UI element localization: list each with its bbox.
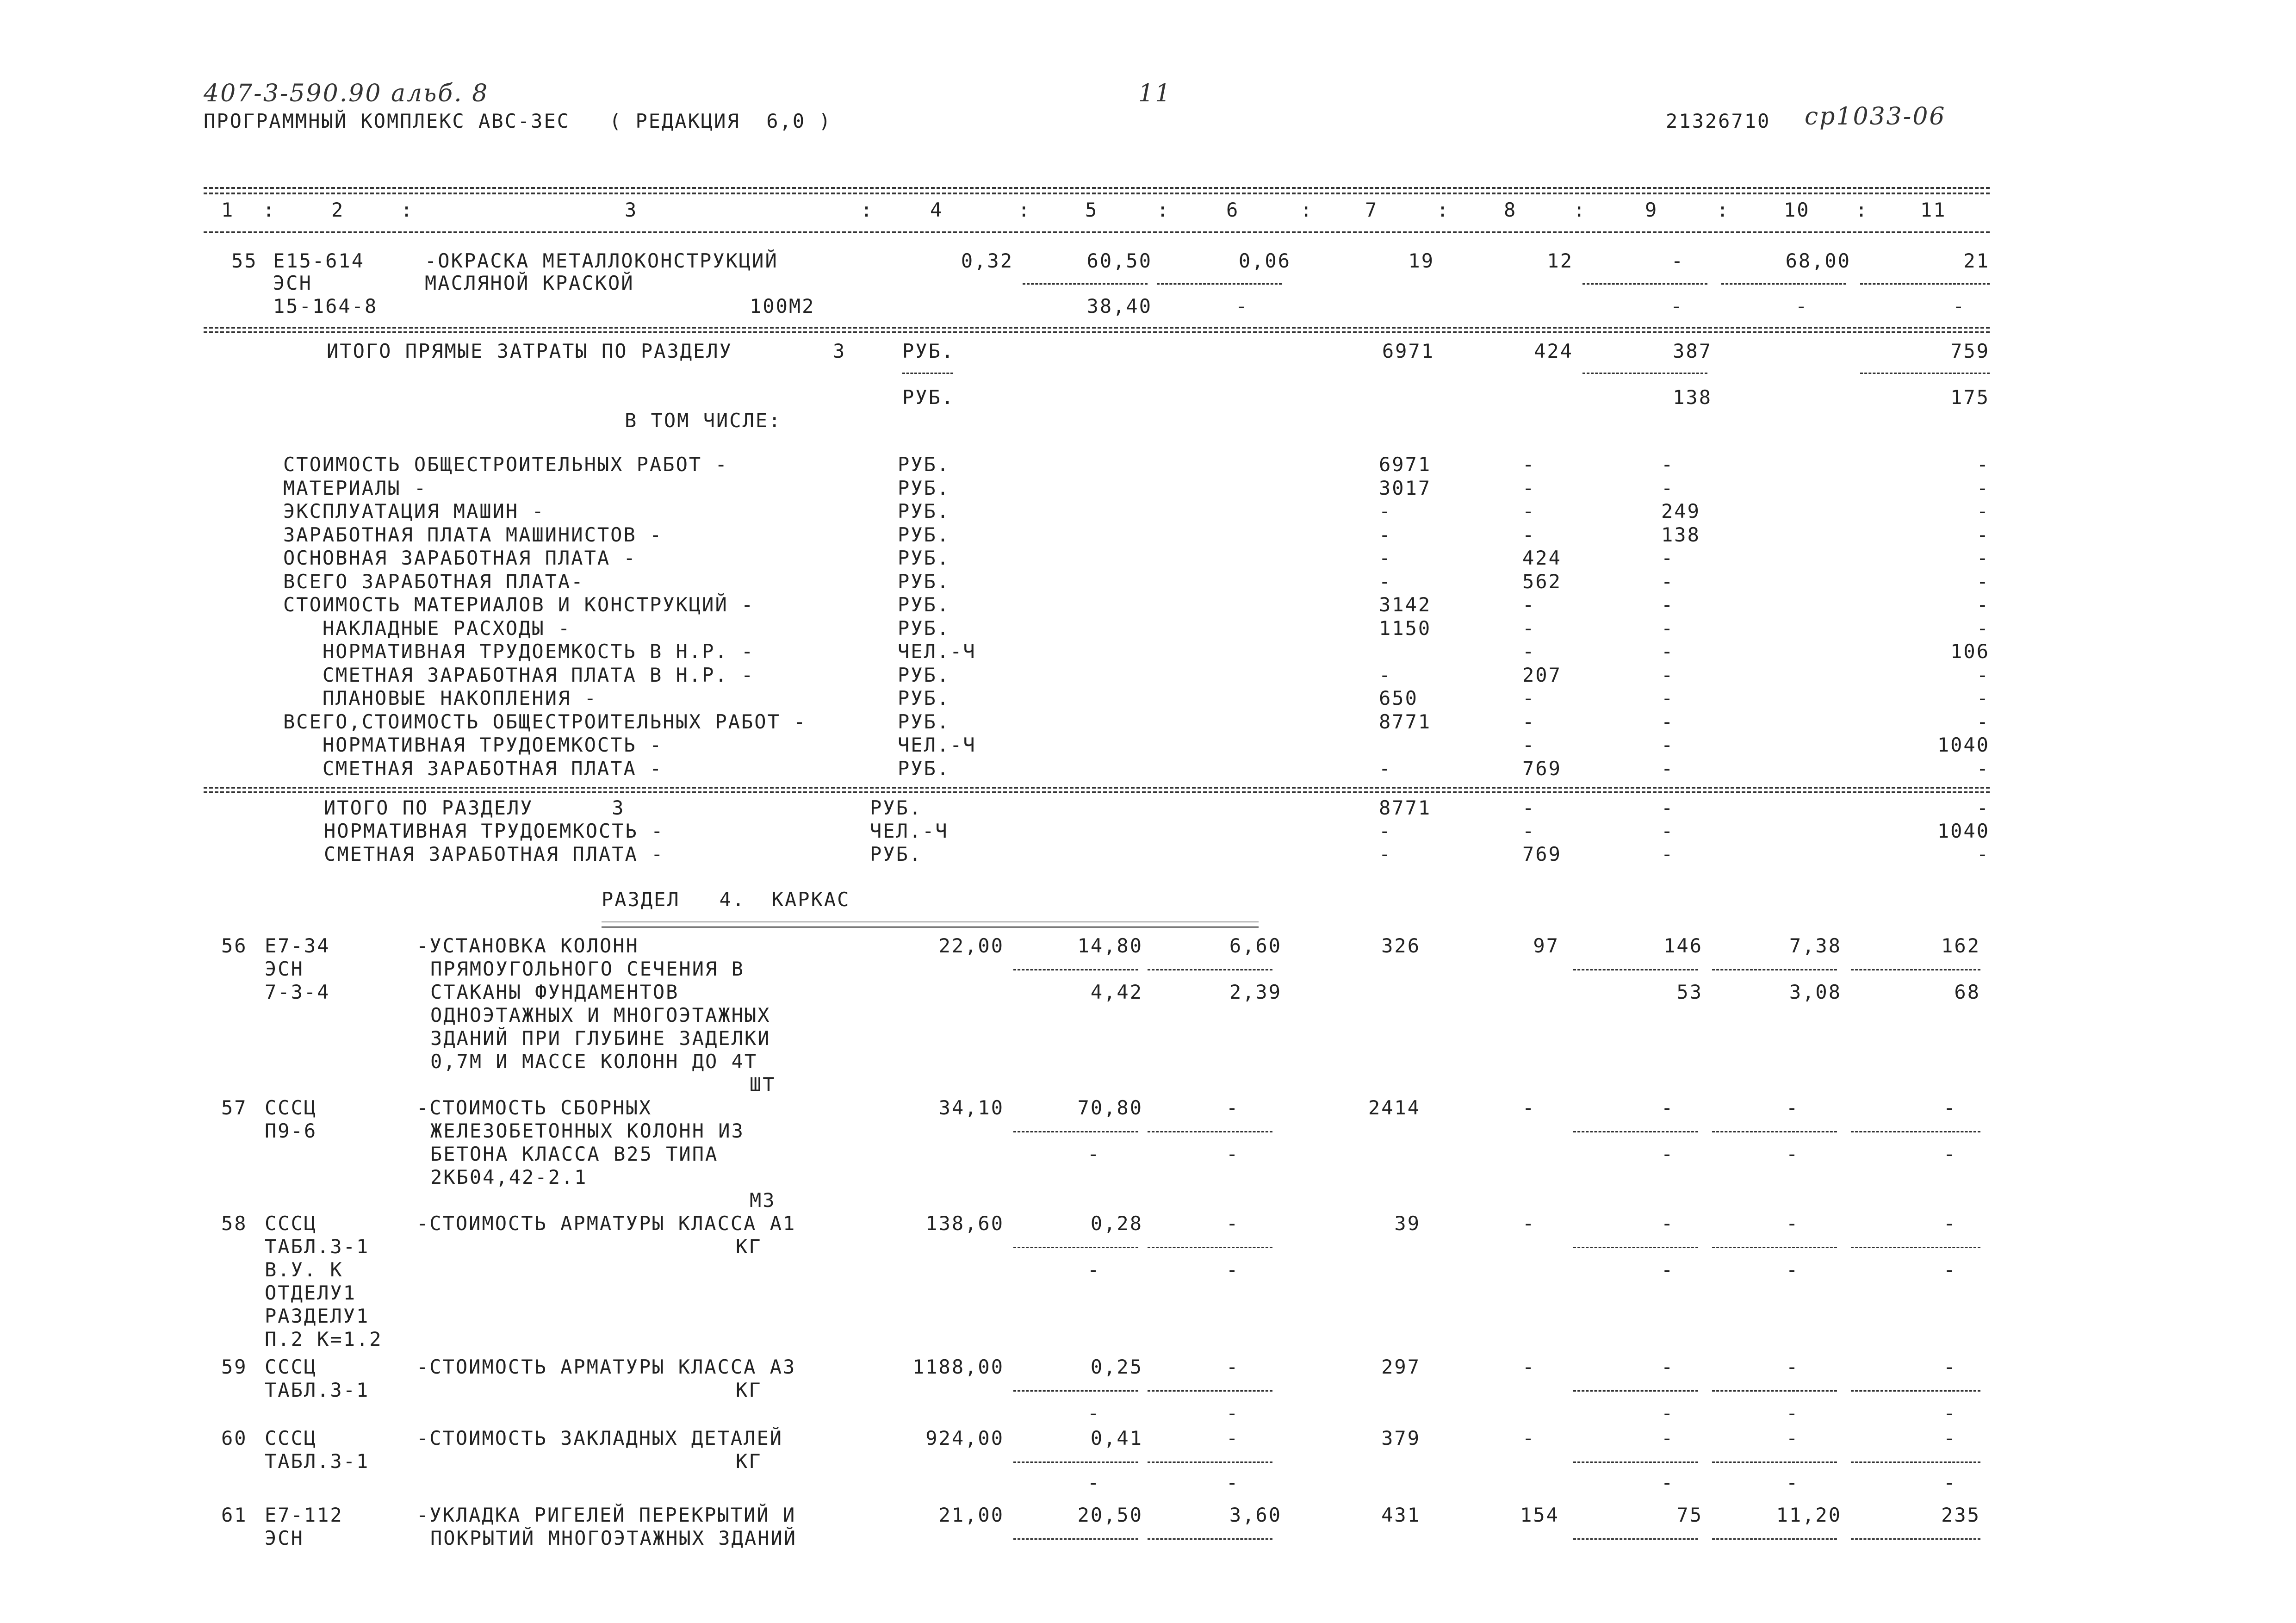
- line-c11: -: [1976, 547, 1990, 569]
- cell-9-wage: -: [1661, 1402, 1675, 1424]
- cell-5-wage: 4,42: [1090, 981, 1143, 1003]
- row-rule-2: [204, 331, 1990, 333]
- cell-10-wage: 3,08: [1789, 981, 1842, 1003]
- cell-9: 146: [1663, 934, 1703, 957]
- col-8: 8: [1504, 199, 1517, 221]
- program-line: ПРОГРАММНЫЙ КОМПЛЕКС АВС-3ЕС ( РЕДАКЦИЯ 6,0 ): [204, 110, 832, 132]
- line-c7: -: [1379, 570, 1392, 593]
- cell-10-wage: -: [1795, 295, 1809, 317]
- cell-10: -: [1786, 1096, 1800, 1119]
- line-c8: -: [1522, 500, 1536, 522]
- table-top-rule-2: [204, 193, 1990, 194]
- cell-10-wage: -: [1786, 1258, 1800, 1281]
- cell-5-wage: -: [1087, 1258, 1101, 1281]
- total-c11-wage: 175: [1950, 386, 1990, 409]
- cell-5: 60,50: [1086, 249, 1152, 272]
- cell-9-wage: -: [1661, 1143, 1675, 1165]
- cell-9: 75: [1676, 1504, 1703, 1526]
- line-c8: -: [1522, 523, 1536, 546]
- line-unit: ЧЕЛ.-Ч: [870, 820, 949, 842]
- line-c11: -: [1976, 523, 1990, 546]
- cell-8: 12: [1547, 249, 1573, 272]
- cell-10-wage: -: [1786, 1143, 1800, 1165]
- cell-6: -: [1226, 1356, 1240, 1378]
- total-unit: РУБ.: [902, 340, 955, 362]
- line-label: ИТОГО ПО РАЗДЕЛУ 3: [324, 796, 625, 819]
- line-c8: -: [1522, 734, 1536, 756]
- code-line: Е7-112: [265, 1504, 343, 1526]
- cell-5-wage: -: [1087, 1402, 1101, 1424]
- line-c8: -: [1522, 593, 1536, 616]
- cell-6-wage: -: [1226, 1471, 1240, 1494]
- code-line: Е7-34: [265, 934, 330, 957]
- line-c11: -: [1976, 476, 1990, 499]
- line-c11: 106: [1950, 640, 1990, 663]
- col-6: 6: [1226, 199, 1240, 221]
- col-3: 3: [625, 199, 638, 221]
- line-label: ОСНОВНАЯ ЗАРАБОТНАЯ ПЛАТА -: [283, 547, 637, 569]
- cell-9: -: [1671, 249, 1684, 272]
- unit: КГ: [736, 1450, 762, 1473]
- total-c7: 6971: [1382, 340, 1434, 362]
- stamp: ср1033-06: [1805, 103, 1946, 131]
- cell-8: 97: [1533, 934, 1559, 957]
- col-7: 7: [1365, 199, 1378, 221]
- line-c8: 769: [1522, 757, 1562, 780]
- line-c7: 6971: [1379, 453, 1432, 476]
- code-line: П.2 К=1.2: [265, 1328, 383, 1350]
- line-label: ПЛАНОВЫЕ НАКОПЛЕНИЯ -: [283, 687, 597, 709]
- cell-4: 138,60: [925, 1212, 1004, 1235]
- line-c7: -: [1379, 843, 1392, 865]
- line-c11: -: [1976, 687, 1990, 709]
- description-line: ЗДАНИЙ ПРИ ГЛУБИНЕ ЗАДЕЛКИ: [430, 1027, 771, 1050]
- cell-11-wage: -: [1943, 1258, 1957, 1281]
- code-line: ТАБЛ.3-1: [265, 1450, 370, 1473]
- line-label: СМЕТНАЯ ЗАРАБОТНАЯ ПЛАТА -: [283, 757, 663, 780]
- line-c9: -: [1661, 734, 1675, 756]
- line-c11: -: [1976, 616, 1990, 640]
- line-c7: 3142: [1379, 593, 1432, 616]
- line-c8: -: [1522, 820, 1536, 842]
- line-c9: -: [1661, 663, 1675, 686]
- line-c9: -: [1661, 547, 1675, 569]
- line-c7: -: [1379, 663, 1392, 686]
- total-c8: 424: [1534, 340, 1573, 362]
- cell-5: 14,80: [1077, 934, 1143, 957]
- line-c8: -: [1522, 710, 1536, 733]
- line-c11: -: [1976, 500, 1990, 522]
- line-label: ЭКСПЛУАТАЦИЯ МАШИН -: [283, 500, 545, 522]
- line-c7: -: [1379, 820, 1392, 842]
- line-c11: -: [1976, 796, 1990, 819]
- cell-10: -: [1786, 1427, 1800, 1449]
- line-c11: 1040: [1937, 820, 1990, 842]
- unit: КГ: [736, 1235, 762, 1258]
- cell-11: -: [1943, 1096, 1957, 1119]
- cell-6: -: [1226, 1427, 1240, 1449]
- cell-7: 326: [1381, 934, 1421, 957]
- col-5: 5: [1085, 199, 1098, 221]
- code-line: СССЦ: [265, 1427, 317, 1449]
- line-unit: РУБ.: [870, 796, 923, 819]
- unit: КГ: [736, 1379, 762, 1401]
- line-c8: -: [1522, 687, 1536, 709]
- col-2: 2: [331, 199, 345, 221]
- line-label: ВСЕГО ЗАРАБОТНАЯ ПЛАТА-: [283, 570, 584, 593]
- line-c11: -: [1976, 757, 1990, 780]
- line-unit: РУБ.: [898, 500, 950, 522]
- code-line: СССЦ: [265, 1096, 317, 1119]
- unit: 100М2: [750, 295, 815, 317]
- cell-10: 68,00: [1785, 249, 1851, 272]
- cell-4: 924,00: [925, 1427, 1004, 1449]
- cell-11-wage: -: [1943, 1143, 1957, 1165]
- line-c7: 8771: [1379, 710, 1432, 733]
- cell-4: 21,00: [938, 1504, 1004, 1526]
- cell-6-wage: -: [1226, 1143, 1240, 1165]
- row-number: 58: [221, 1212, 248, 1235]
- line-unit: РУБ.: [898, 616, 950, 640]
- line-label: СМЕТНАЯ ЗАРАБОТНАЯ ПЛАТА -: [324, 843, 664, 865]
- line-c9: -: [1661, 820, 1675, 842]
- line-unit: РУБ.: [898, 453, 950, 476]
- line-c9: -: [1661, 757, 1675, 780]
- cell-9-wage: -: [1661, 1258, 1675, 1281]
- description-line: -СТОИМОСТЬ АРМАТУРЫ КЛАССА А1: [416, 1212, 796, 1235]
- line-c7: -: [1379, 757, 1392, 780]
- line-label: СМЕТНАЯ ЗАРАБОТНАЯ ПЛАТА В Н.Р. -: [283, 663, 755, 686]
- description-line: -СТОИМОСТЬ АРМАТУРЫ КЛАССА А3: [416, 1356, 796, 1378]
- cell-8: -: [1522, 1212, 1536, 1235]
- cell-5: 0,41: [1090, 1427, 1143, 1449]
- line-c11: 1040: [1937, 734, 1990, 756]
- description-line: -ОКРАСКА МЕТАЛЛОКОНСТРУКЦИЙ: [425, 249, 778, 272]
- cell-9-wage: -: [1661, 1471, 1675, 1494]
- cell-7: 431: [1381, 1504, 1421, 1526]
- line-c8: 562: [1522, 570, 1562, 593]
- section-4-title: РАЗДЕЛ 4. КАРКАС: [602, 888, 850, 911]
- cell-11-wage: 68: [1954, 981, 1980, 1003]
- row-number: 60: [221, 1427, 248, 1449]
- code-line: ЭСН: [273, 272, 312, 294]
- line-c9: 249: [1661, 500, 1700, 522]
- line-c9: -: [1661, 593, 1675, 616]
- line-c11: -: [1976, 453, 1990, 476]
- cell-5: 0,25: [1090, 1356, 1143, 1378]
- cell-10: 11,20: [1776, 1504, 1842, 1526]
- col-4: 4: [930, 199, 943, 221]
- code-line: ТАБЛ.3-1: [265, 1379, 370, 1401]
- line-c8: 424: [1522, 547, 1562, 569]
- line-c8: -: [1522, 476, 1536, 499]
- cell-9: -: [1661, 1096, 1675, 1119]
- code-line: ОТДЕЛУ1: [265, 1281, 357, 1304]
- line-c7: 3017: [1379, 476, 1432, 499]
- total-section: 3: [833, 340, 846, 362]
- cell-8: -: [1522, 1427, 1536, 1449]
- row-number: 57: [221, 1096, 248, 1119]
- description-line: МАСЛЯНОЙ КРАСКОЙ: [425, 272, 634, 294]
- cell-7: 2414: [1368, 1096, 1421, 1119]
- code-line: ТАБЛ.3-1: [265, 1235, 370, 1258]
- col-11: 11: [1920, 199, 1947, 221]
- cell-11: 21: [1963, 249, 1990, 272]
- description-line: -УКЛАДКА РИГЕЛЕЙ ПЕРЕКРЫТИЙ И: [416, 1504, 796, 1526]
- description-line: БЕТОНА КЛАССА В25 ТИПА: [430, 1143, 719, 1165]
- line-label: НОРМАТИВНАЯ ТРУДОЕМКОСТЬ -: [324, 820, 664, 842]
- description-line: ОДНОЭТАЖНЫХ И МНОГОЭТАЖНЫХ: [430, 1004, 771, 1026]
- line-unit: ЧЕЛ.-Ч: [898, 734, 976, 756]
- cell-6: 6,60: [1229, 934, 1282, 957]
- line-c7: 8771: [1379, 796, 1432, 819]
- line-unit: РУБ.: [898, 547, 950, 569]
- cell-5-wage: -: [1087, 1471, 1101, 1494]
- total-c9-wage: 138: [1673, 386, 1712, 409]
- line-label: НАКЛАДНЫЕ РАСХОДЫ -: [283, 616, 571, 640]
- line-c11: -: [1976, 710, 1990, 733]
- header-bottom-rule: [204, 231, 1990, 233]
- line-c9: -: [1661, 476, 1675, 499]
- cell-10-wage: -: [1786, 1471, 1800, 1494]
- cell-4: 22,00: [938, 934, 1004, 957]
- line-c7: 650: [1379, 687, 1418, 709]
- line-label: НОРМАТИВНАЯ ТРУДОЕМКОСТЬ В Н.Р. -: [283, 640, 755, 663]
- line-label: ВСЕГО,СТОИМОСТЬ ОБЩЕСТРОИТЕЛЬНЫХ РАБОТ -: [283, 710, 807, 733]
- description-line: -СТОИМОСТЬ СБОРНЫХ: [416, 1096, 652, 1119]
- including-heading: В ТОМ ЧИСЛЕ:: [625, 409, 782, 432]
- description-line: ПРЯМОУГОЛЬНОГО СЕЧЕНИЯ В: [430, 958, 745, 980]
- cell-6-wage: -: [1226, 1258, 1240, 1281]
- line-c9: -: [1661, 570, 1675, 593]
- line-c8: 207: [1522, 663, 1562, 686]
- cell-10-wage: -: [1786, 1402, 1800, 1424]
- description-line: -СТОИМОСТЬ ЗАКЛАДНЫХ ДЕТАЛЕЙ: [416, 1427, 783, 1449]
- page-number: 11: [1138, 80, 1172, 107]
- code-line: ЭСН: [265, 958, 304, 980]
- description-line: ПОКРЫТИЙ МНОГОЭТАЖНЫХ ЗДАНИЙ: [430, 1527, 797, 1549]
- line-unit: РУБ.: [898, 687, 950, 709]
- table-top-rule: [204, 187, 1990, 189]
- cell-10: -: [1786, 1356, 1800, 1378]
- description-line: 0,7М И МАССЕ КОЛОНН ДО 4Т: [430, 1050, 758, 1073]
- row-number: 55: [231, 249, 258, 272]
- cell-6: 0,06: [1238, 249, 1291, 272]
- description-line: -УСТАНОВКА КОЛОНН: [416, 934, 639, 957]
- cell-4: 1188,00: [912, 1356, 1004, 1378]
- cell-6: -: [1226, 1212, 1240, 1235]
- line-c8: -: [1522, 453, 1536, 476]
- code-line: 15-164-8: [273, 295, 378, 317]
- line-c11: -: [1976, 663, 1990, 686]
- line-c8: -: [1522, 796, 1536, 819]
- cell-11: -: [1943, 1356, 1957, 1378]
- description-line: ЖЕЛЕЗОБЕТОННЫХ КОЛОНН ИЗ: [430, 1119, 745, 1142]
- code-line: Е15-614: [273, 249, 365, 272]
- cell-7: 19: [1408, 249, 1434, 272]
- line-c11: -: [1976, 570, 1990, 593]
- cell-4: 34,10: [938, 1096, 1004, 1119]
- line-unit: РУБ.: [898, 710, 950, 733]
- cell-10: -: [1786, 1212, 1800, 1235]
- line-c7: 1150: [1379, 616, 1432, 640]
- code-line: СССЦ: [265, 1212, 317, 1235]
- col-1: 1: [221, 199, 235, 221]
- code-line: П9-6: [265, 1119, 317, 1142]
- cell-9-wage: -: [1670, 295, 1684, 317]
- total-c11: 759: [1950, 340, 1990, 362]
- cell-8: 154: [1520, 1504, 1559, 1526]
- cell-6-wage: -: [1226, 1402, 1240, 1424]
- line-label: НОРМАТИВНАЯ ТРУДОЕМКОСТЬ -: [283, 734, 663, 756]
- cell-11: 162: [1941, 934, 1980, 957]
- line-c9: -: [1661, 687, 1675, 709]
- line-unit: РУБ.: [898, 663, 950, 686]
- description-line: 2КБ04,42-2.1: [430, 1166, 588, 1188]
- row-number: 56: [221, 934, 248, 957]
- line-unit: РУБ.: [898, 757, 950, 780]
- col-9: 9: [1645, 199, 1658, 221]
- total-c9: 387: [1673, 340, 1712, 362]
- cell-11-wage: -: [1943, 1471, 1957, 1494]
- line-unit: ЧЕЛ.-Ч: [898, 640, 976, 663]
- row-number: 59: [221, 1356, 248, 1378]
- cell-9-wage: 53: [1676, 981, 1703, 1003]
- line-c9: 138: [1661, 523, 1700, 546]
- line-c8: -: [1522, 616, 1536, 640]
- code-line: РАЗДЕЛУ1: [265, 1305, 370, 1327]
- line-c11: -: [1976, 843, 1990, 865]
- cell-6: 3,60: [1229, 1504, 1282, 1526]
- cell-9: -: [1661, 1356, 1675, 1378]
- document-code: 407-3-590.90 альб. 8: [204, 80, 489, 107]
- cell-11-wage: -: [1943, 1402, 1957, 1424]
- line-unit: РУБ.: [870, 843, 923, 865]
- cell-9: -: [1661, 1427, 1675, 1449]
- cell-4: 0,32: [961, 249, 1013, 272]
- cell-7: 379: [1381, 1427, 1421, 1449]
- code-line: 7-3-4: [265, 981, 330, 1003]
- cell-6-wage: -: [1235, 295, 1249, 317]
- line-c7: -: [1379, 547, 1392, 569]
- cell-11-wage: -: [1953, 295, 1966, 317]
- cell-5: 20,50: [1077, 1504, 1143, 1526]
- line-unit: РУБ.: [898, 570, 950, 593]
- cell-11: -: [1943, 1427, 1957, 1449]
- code-line: ЭСН: [265, 1527, 304, 1549]
- cell-6-wage: 2,39: [1229, 981, 1282, 1003]
- cell-8: -: [1522, 1096, 1536, 1119]
- cell-5-wage: -: [1087, 1143, 1101, 1165]
- cell-5: 0,28: [1090, 1212, 1143, 1235]
- total-label: ИТОГО ПРЯМЫЕ ЗАТРАТЫ ПО РАЗДЕЛУ: [327, 340, 732, 362]
- breakdown-rule: [204, 787, 1990, 789]
- cell-5-wage: 38,40: [1086, 295, 1152, 317]
- line-c9: -: [1661, 843, 1675, 865]
- row-number: 61: [221, 1504, 248, 1526]
- document-number: 21326710: [1666, 110, 1771, 132]
- code-line: СССЦ: [265, 1356, 317, 1378]
- code-line: В.У. К: [265, 1258, 343, 1281]
- cell-11: -: [1943, 1212, 1957, 1235]
- line-c9: -: [1661, 453, 1675, 476]
- line-label: МАТЕРИАЛЫ -: [283, 476, 428, 499]
- cell-8: -: [1522, 1356, 1536, 1378]
- cell-10: 7,38: [1789, 934, 1842, 957]
- line-c8: 769: [1522, 843, 1562, 865]
- cell-7: 297: [1381, 1356, 1421, 1378]
- line-c9: -: [1661, 616, 1675, 640]
- line-c9: -: [1661, 640, 1675, 663]
- col-10: 10: [1784, 199, 1810, 221]
- line-c7: -: [1379, 523, 1392, 546]
- cell-11: 235: [1941, 1504, 1980, 1526]
- cell-6: -: [1226, 1096, 1240, 1119]
- unit: М3: [750, 1189, 776, 1212]
- line-label: СТОИМОСТЬ ОБЩЕСТРОИТЕЛЬНЫХ РАБОТ -: [283, 453, 728, 476]
- line-label: ЗАРАБОТНАЯ ПЛАТА МАШИНИСТОВ -: [283, 523, 663, 546]
- line-unit: РУБ.: [898, 593, 950, 616]
- description-line: СТАКАНЫ ФУНДАМЕНТОВ: [430, 981, 679, 1003]
- cell-9: -: [1661, 1212, 1675, 1235]
- unit: ШТ: [750, 1073, 776, 1096]
- total-unit-2: РУБ.: [902, 386, 955, 409]
- cell-7: 39: [1394, 1212, 1421, 1235]
- line-c9: -: [1661, 710, 1675, 733]
- row-rule: [204, 327, 1990, 329]
- line-label: СТОИМОСТЬ МАТЕРИАЛОВ И КОНСТРУКЦИЙ -: [283, 593, 755, 616]
- line-c8: -: [1522, 640, 1536, 663]
- line-unit: РУБ.: [898, 523, 950, 546]
- line-c9: -: [1661, 796, 1675, 819]
- line-c11: -: [1976, 593, 1990, 616]
- cell-5: 70,80: [1077, 1096, 1143, 1119]
- line-c7: -: [1379, 500, 1392, 522]
- breakdown-rule-2: [204, 791, 1990, 793]
- line-unit: РУБ.: [898, 476, 950, 499]
